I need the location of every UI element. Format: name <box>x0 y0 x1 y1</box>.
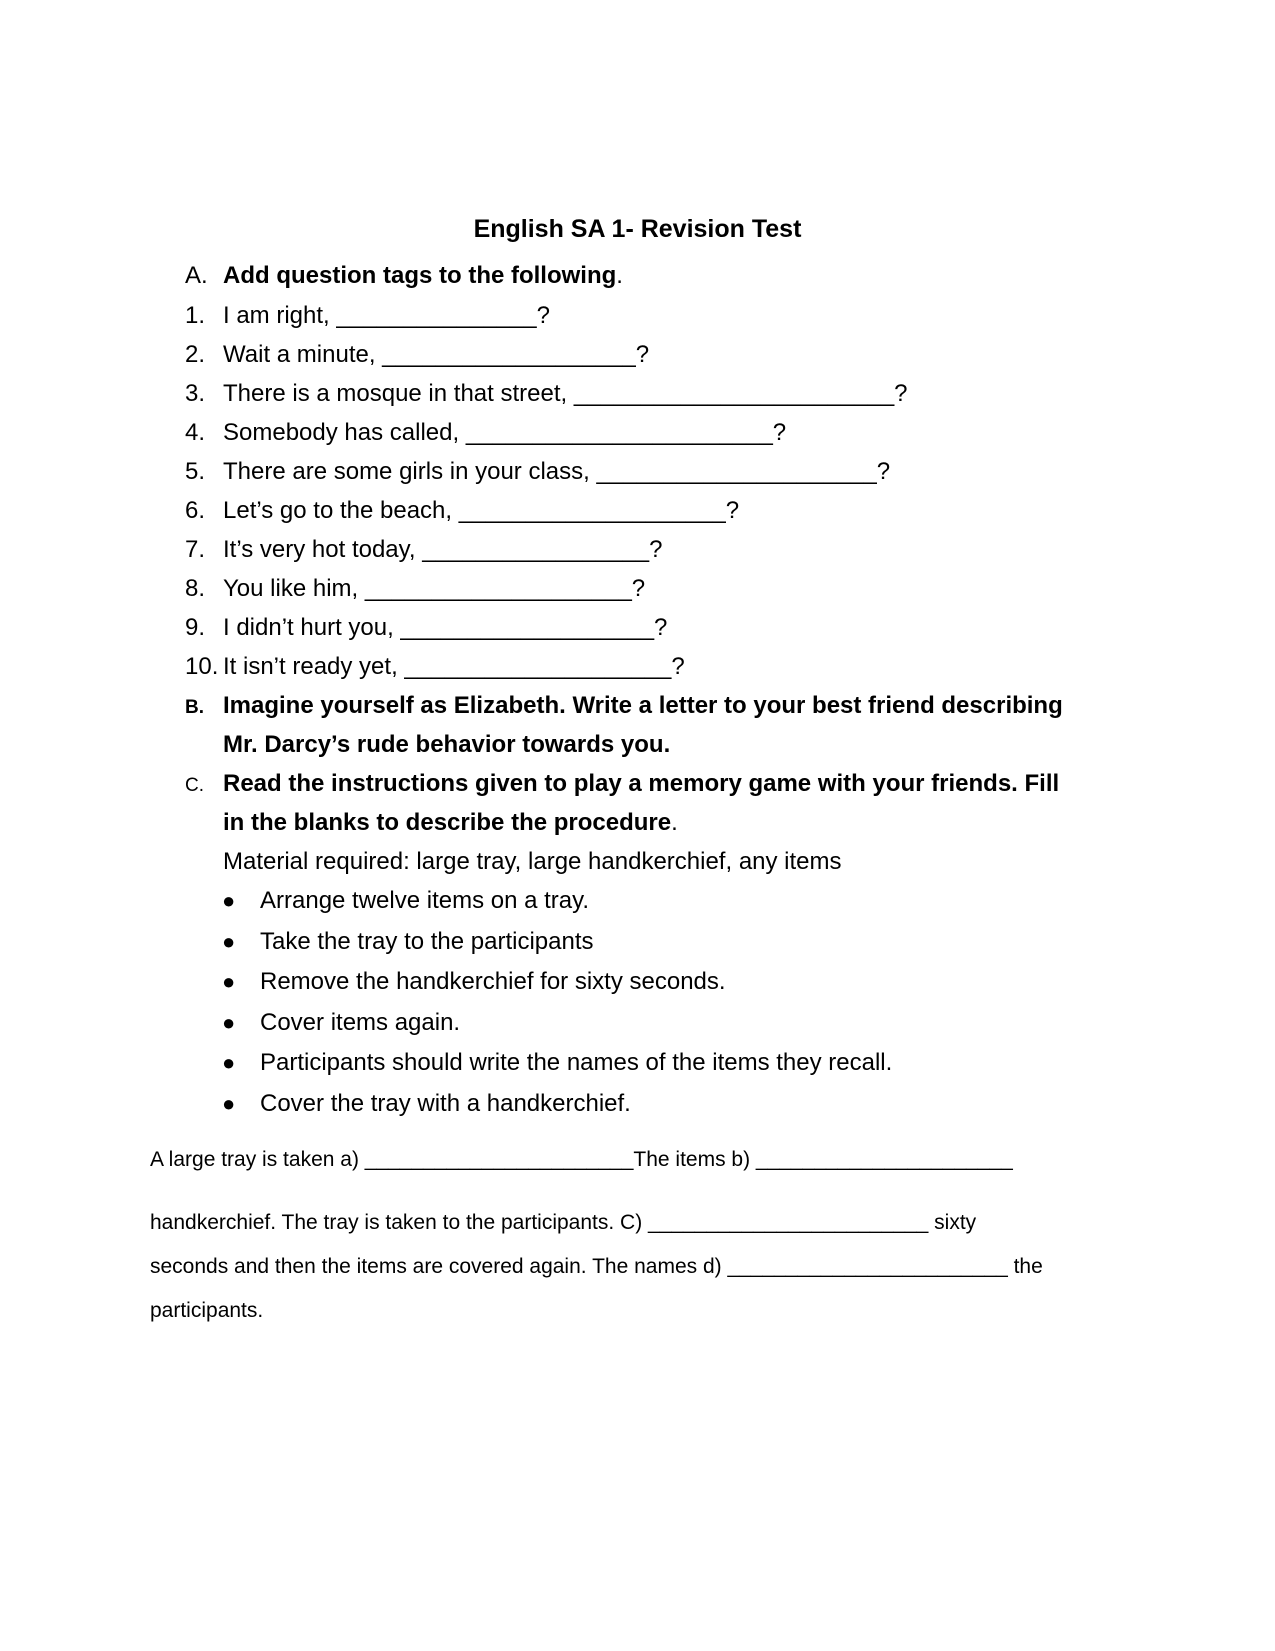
section-c-heading <box>185 764 1059 806</box>
list-item <box>222 1083 631 1125</box>
paragraph-line-4: participants. <box>150 1299 264 1322</box>
question-text: I didn’t hurt you, ___________________? <box>223 614 668 641</box>
question-item <box>185 569 645 609</box>
question-number: 7. <box>185 536 206 563</box>
question-number: 1. <box>185 302 206 329</box>
question-item <box>185 647 685 687</box>
question-number: 10. <box>185 653 219 680</box>
list-item <box>222 921 594 963</box>
list-item <box>222 1042 892 1084</box>
bullet-icon: ● <box>222 888 236 913</box>
question-item <box>185 374 908 414</box>
bullet-icon: ● <box>222 929 236 954</box>
section-b-marker: B. <box>185 697 204 718</box>
question-item <box>185 335 649 375</box>
section-b-heading <box>185 686 1063 728</box>
material-required: Material required: large tray, large handkerchief, any items <box>223 848 842 875</box>
bullet-icon: ● <box>222 1050 236 1075</box>
question-item <box>185 296 550 336</box>
paragraph-line-2: handkerchief. The tray is taken to the participants. C) ________________________ sixty <box>150 1211 977 1234</box>
question-number: 8. <box>185 575 206 602</box>
section-c-line-2-row <box>223 803 678 843</box>
question-text: It isn’t ready yet, ____________________? <box>223 653 685 680</box>
question-number: 4. <box>185 419 206 446</box>
paragraph-line-1: A large tray is taken a) _______________________The items b) ______________________ <box>150 1148 1013 1171</box>
list-item-text: Cover items again. <box>260 1009 461 1036</box>
list-item-text: Cover the tray with a handkerchief. <box>260 1090 631 1117</box>
question-item <box>185 530 662 570</box>
bullet-icon: ● <box>222 1010 236 1035</box>
question-number: 2. <box>185 341 206 368</box>
section-c-marker: C. <box>185 775 204 796</box>
page-title: English SA 1- Revision Test <box>473 215 802 243</box>
question-text: I am right, _______________? <box>223 302 550 329</box>
question-text: There are some girls in your class, _____________________? <box>223 458 891 485</box>
question-number: 5. <box>185 458 206 485</box>
question-text: You like him, ____________________? <box>223 575 646 602</box>
list-item-text: Participants should write the names of the items they recall. <box>260 1049 893 1076</box>
question-number: 9. <box>185 614 206 641</box>
list-item-text: Arrange twelve items on a tray. <box>260 887 590 914</box>
question-number: 3. <box>185 380 206 407</box>
section-a-heading <box>185 256 623 296</box>
section-c-line-2-end: . <box>671 809 678 836</box>
paragraph-line-3: seconds and then the items are covered again. The names d) ________________________ the <box>150 1255 1043 1278</box>
list-item <box>222 961 726 1003</box>
question-number: 6. <box>185 497 206 524</box>
list-item-text: Take the tray to the participants <box>260 928 594 955</box>
question-item <box>185 413 786 453</box>
list-item <box>222 1002 460 1044</box>
section-b-line-2: Mr. Darcy’s rude behavior towards you. <box>223 731 671 758</box>
section-c-line-2: in the blanks to describe the procedure <box>223 809 672 836</box>
section-b-line-1: Imagine yourself as Elizabeth. Write a letter to your best friend describing <box>223 692 1063 719</box>
question-text: Somebody has called, _______________________? <box>223 419 787 446</box>
question-item <box>185 608 667 648</box>
list-item <box>222 880 589 922</box>
question-item <box>185 491 739 531</box>
bullet-icon: ● <box>222 969 236 994</box>
bullet-icon: ● <box>222 1091 236 1116</box>
section-a-marker: A. <box>185 262 208 289</box>
question-text: Let’s go to the beach, ____________________? <box>223 497 740 524</box>
question-text: Wait a minute, ___________________? <box>223 341 650 368</box>
question-text: It’s very hot today, _________________? <box>223 536 663 563</box>
question-text: There is a mosque in that street, ________________________? <box>223 380 908 407</box>
section-a-title: Add question tags to the following <box>223 262 617 289</box>
section-a-title-end: . <box>616 262 623 289</box>
question-item <box>185 452 890 492</box>
list-item-text: Remove the handkerchief for sixty seconds. <box>260 968 726 995</box>
section-c-line-1: Read the instructions given to play a memory game with your friends. Fill <box>223 770 1060 797</box>
